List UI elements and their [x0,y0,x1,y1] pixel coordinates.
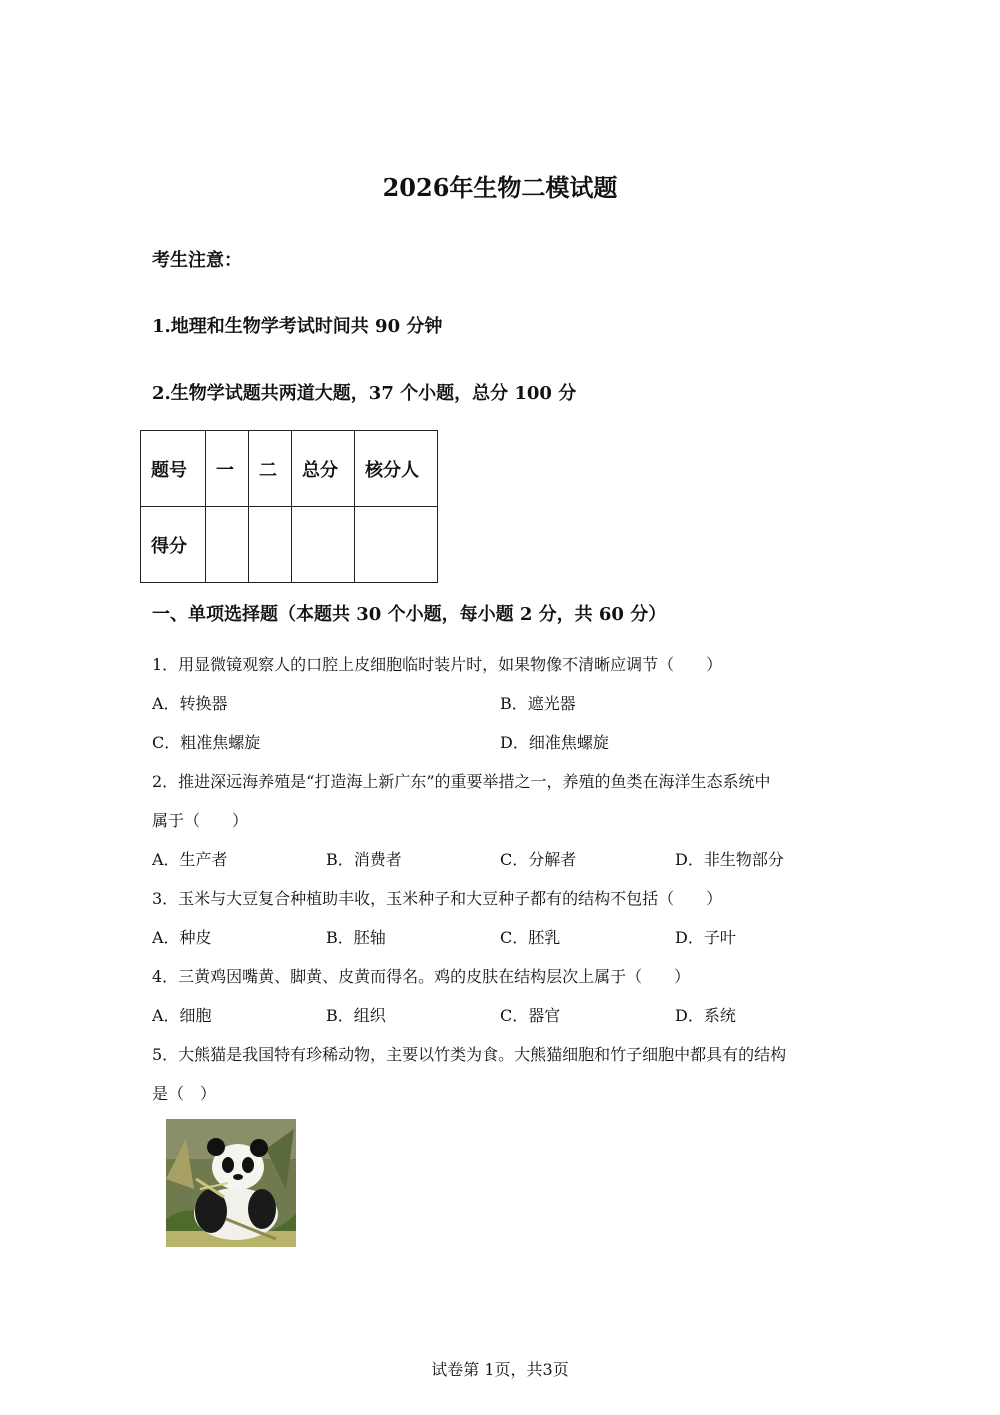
score-cell [206,507,249,583]
question-4-option-c: C．器官 [500,1006,561,1025]
question-1-option-a: A．转换器 [152,694,228,713]
score-header-cell: 总分 [292,431,355,507]
score-cell [355,507,438,583]
score-table [140,430,438,583]
question-3-option-b: B．胚轴 [326,928,386,947]
question-3-option-c: C．胚乳 [500,928,561,947]
question-2-option-b: B．消费者 [326,850,402,869]
score-header-cell: 题号 [141,431,206,507]
question-2-option-d: D．非生物部分 [675,850,784,869]
question-2-stem-cont: 属于（ ） [152,811,249,830]
page-title: 2026年生物二模试题 [382,173,618,202]
question-4-option-a: A．细胞 [152,1006,212,1025]
score-cell [292,507,355,583]
question-4-option-d: D．系统 [675,1006,736,1025]
notice-item-2: 2.生物学试题共两道大题，37 个小题，总分 100 分 [152,383,577,404]
section-title: 一、单项选择题（本题共 30 个小题，每小题 2 分，共 60 分） [152,604,667,625]
panda-image [166,1119,296,1247]
score-header-cell: 核分人 [355,431,438,507]
question-1-option-b: B．遮光器 [500,694,576,713]
score-row-label: 得分 [141,507,206,583]
page-footer: 试卷第 1页，共3页 [431,1360,569,1379]
score-header-cell: 一 [206,431,249,507]
question-1-option-c: C．粗准焦螺旋 [152,733,261,752]
question-4-option-b: B．组织 [326,1006,386,1025]
notice-item-1: 1.地理和生物学考试时间共 90 分钟 [152,316,443,337]
question-3-option-d: D．子叶 [675,928,736,947]
question-1-option-d: D．细准焦螺旋 [500,733,609,752]
score-cell [249,507,292,583]
score-header-cell: 二 [249,431,292,507]
question-5-stem-cont: 是（ ） [152,1084,217,1103]
question-4-stem: 4．三黄鸡因嘴黄、脚黄、皮黄而得名。鸡的皮肤在结构层次上属于（ ） [152,967,691,986]
notice-heading: 考生注意： [152,250,242,271]
question-2-option-c: C．分解者 [500,850,577,869]
question-2-option-a: A．生产者 [152,850,228,869]
question-5-stem: 5．大熊猫是我国特有珍稀动物，主要以竹类为食。大熊猫细胞和竹子细胞中都具有的结构 [152,1045,787,1064]
question-3-stem: 3．玉米与大豆复合种植助丰收，玉米种子和大豆种子都有的结构不包括（ ） [152,889,723,908]
question-3-option-a: A．种皮 [152,928,212,947]
question-1-stem: 1．用显微镜观察人的口腔上皮细胞临时装片时，如果物像不清晰应调节（ ） [152,655,723,674]
question-2-stem: 2．推进深远海养殖是“打造海上新广东”的重要举措之一，养殖的鱼类在海洋生态系统中 [152,772,771,791]
